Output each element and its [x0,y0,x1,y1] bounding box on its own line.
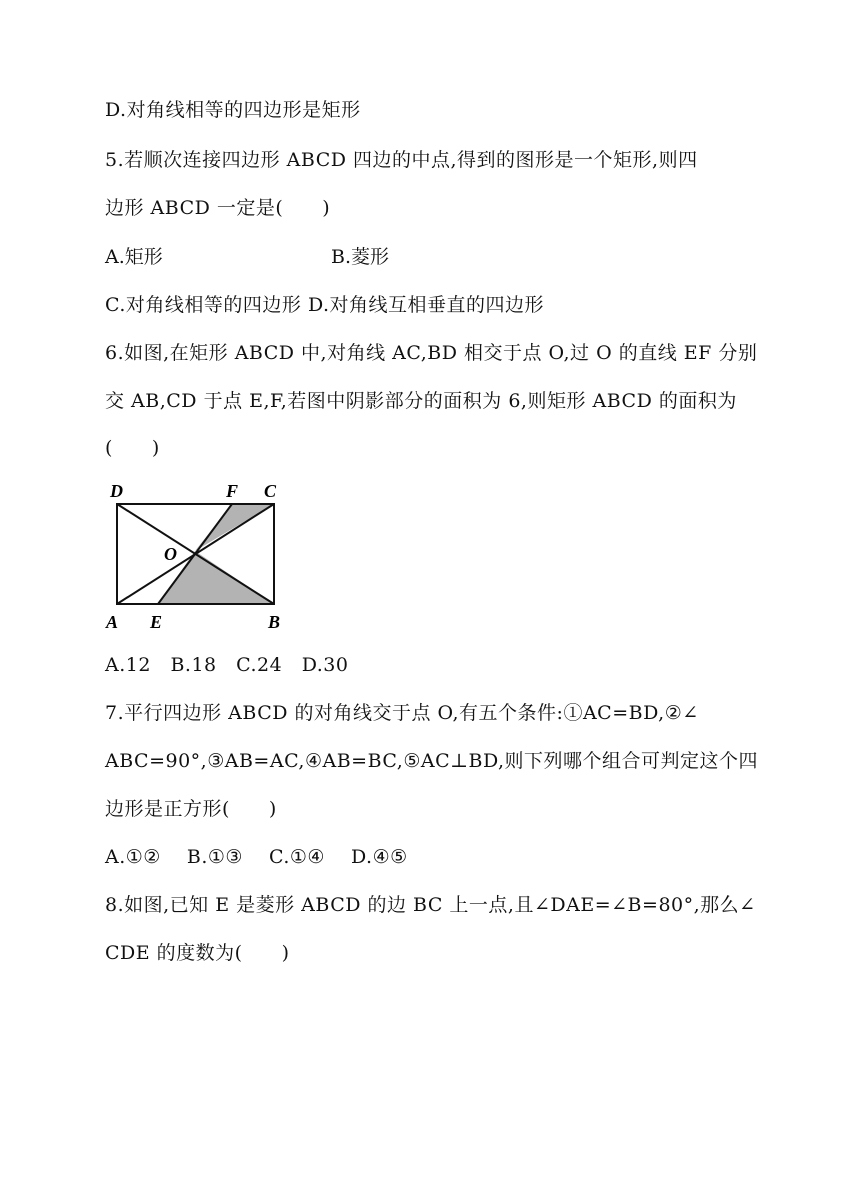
label-o: O [164,544,177,564]
label-f: F [226,481,239,501]
label-e: E [150,612,163,632]
label-b: B [268,612,281,632]
question-8-line-2: CDE 的度数为( ) [105,942,290,964]
text-line-option-d-q4: D.对角线相等的四边形是矩形 [105,99,361,121]
question-7-options: A.①② B.①③ C.①④ D.④⑤ [105,846,408,868]
question-5-line-1: 5.若顺次连接四边形 ABCD 四边的中点,得到的图形是一个矩形,则四 [105,149,698,171]
question-7-line-1: 7.平行四边形 ABCD 的对角线交于点 O,有五个条件:①AC=BD,②∠ [105,702,699,724]
question-8-line-1: 8.如图,已知 E 是菱形 ABCD 的边 BC 上一点,且∠DAE=∠B=80°,那么∠ [105,894,756,916]
label-c: C [264,481,277,501]
question-6-line-1: 6.如图,在矩形 ABCD 中,对角线 AC,BD 相交于点 O,过 O 的直线 EF 分别 [105,342,758,364]
rectangle-figure [100,478,300,642]
question-5-option-a: A.矩形 [105,246,163,268]
label-a: A [106,612,119,632]
question-7-line-3: 边形是正方形( ) [105,798,277,820]
question-6-line-3: ( ) [105,437,160,459]
question-6-options: A.12 B.18 C.24 D.30 [105,654,349,676]
question-5-line-2: 边形 ABCD 一定是( ) [105,197,331,219]
label-d: D [110,481,123,501]
question-6-line-2: 交 AB,CD 于点 E,F,若图中阴影部分的面积为 6,则矩形 ABCD 的面积为 [105,390,737,412]
question-5-options-c-d: C.对角线相等的四边形 D.对角线互相垂直的四边形 [105,294,545,316]
rectangle-diagram [100,478,300,638]
question-7-line-2: ABC=90°,③AB=AC,④AB=BC,⑤AC⊥BD,则下列哪个组合可判定这个四 [105,750,759,772]
question-5-option-b: B.菱形 [331,246,390,268]
